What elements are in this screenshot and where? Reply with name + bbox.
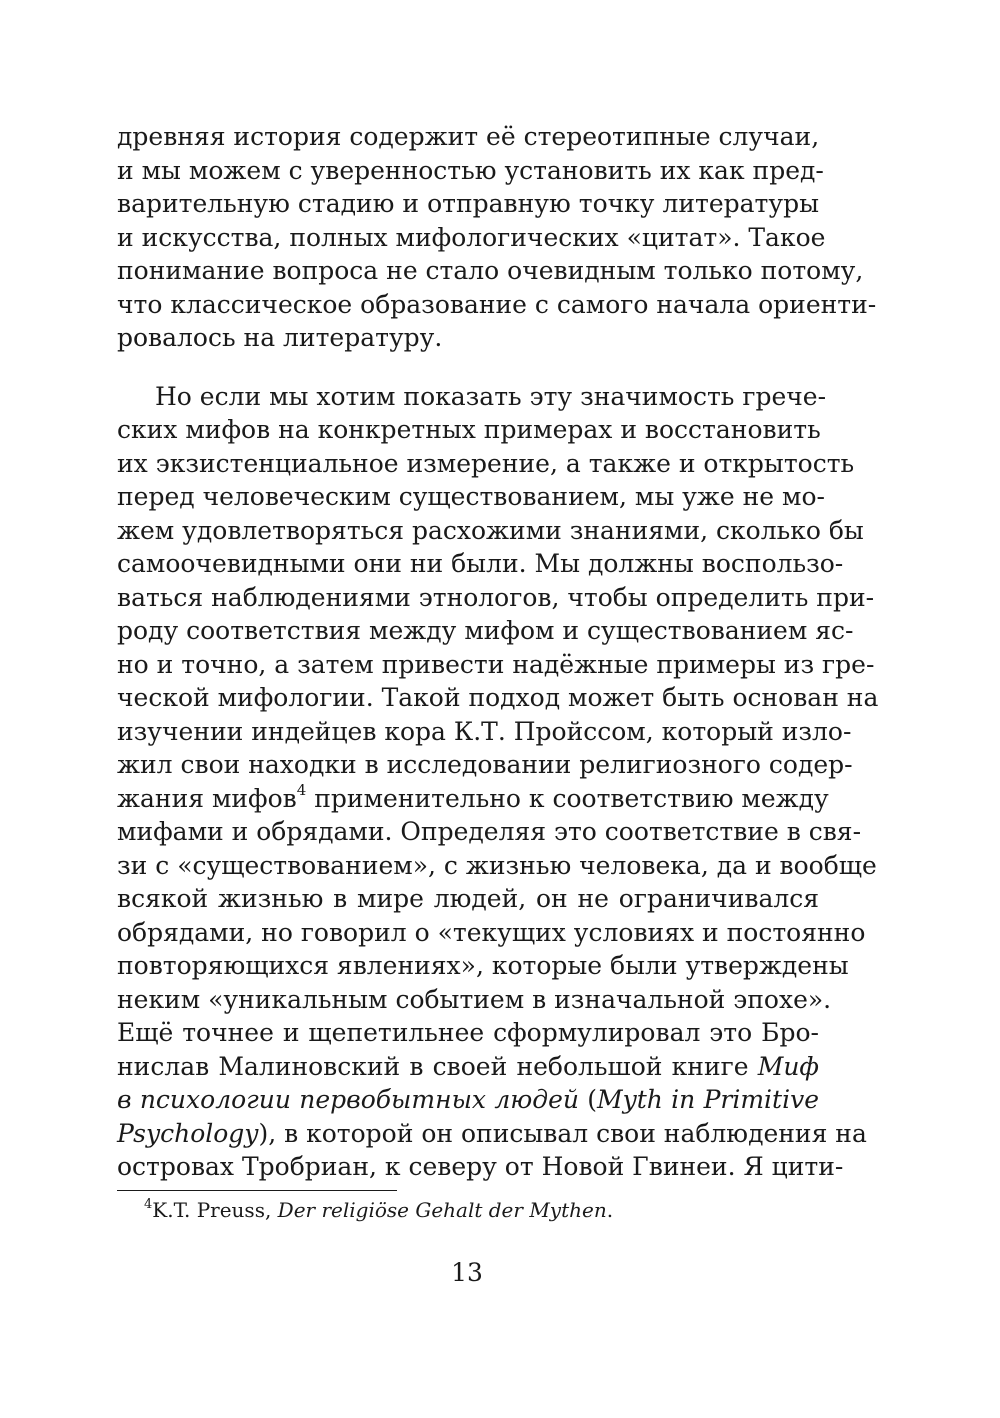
text-line: и мы можем с уверенностью установить их как пред- <box>117 155 824 185</box>
text-line: что классическое образование с самого начала ориенти- <box>117 289 877 319</box>
text-span: ), в которой он описывал свои наблюдения на <box>258 1118 867 1148</box>
text-line: изучении индейцев кора К.Т. Пройссом, который изло- <box>117 716 852 746</box>
paragraph-2 <box>117 380 879 1184</box>
footnote-title: Der religiöse Gehalt der Mythen <box>277 1198 607 1222</box>
text-line: понимание вопроса не стало очевидным только потому, <box>117 256 864 285</box>
text-line: неким «уникальным событием в изначальной эпохе». <box>117 984 832 1014</box>
text-line: зи с «существованием», с жизнью человека, да и вообще <box>117 850 877 880</box>
text-line: жил свои находки в исследовании религиозного содер- <box>117 750 853 779</box>
text-line: островах Тробриан, к северу от Новой Гвинеи. Я цити- <box>117 1152 844 1181</box>
text-line: повторяющихся явлениях», которые были утверждены <box>117 951 849 980</box>
text-line-with-footnote-ref <box>117 780 829 816</box>
text-line: мифами и обрядами. Определяя это соответствие в свя- <box>117 817 862 846</box>
book-title-italic: Миф <box>757 1051 819 1081</box>
footnote-divider <box>117 1190 397 1191</box>
body-text <box>117 120 879 1184</box>
book-title-english-italic: Myth in Primitive <box>597 1085 819 1114</box>
text-line: ческой мифологии. Такой подход может быть основан на <box>117 683 879 712</box>
text-line: варительную стадию и отправную точку литературы <box>117 189 819 218</box>
book-title-english-italic: Psychology <box>117 1118 259 1148</box>
footnote-end: . <box>606 1198 614 1222</box>
text-line: ских мифов на конкретных примерах и восстановить <box>117 415 821 444</box>
text-line: Но если мы хотим показать эту значимость грече- <box>155 381 827 411</box>
text-line <box>117 1050 819 1084</box>
footnote-reference[interactable]: 4 <box>296 780 307 799</box>
text-line: Ещё точнее и щепетильнее сформулировал это Бро- <box>117 1018 819 1047</box>
paragraph-1 <box>117 120 877 355</box>
text-line: ваться наблюдениями этнологов, чтобы определить при- <box>117 582 875 612</box>
footnote <box>144 1196 613 1224</box>
text-line: но и точно, а затем привести надёжные примеры из гре- <box>117 649 875 679</box>
text-line: самоочевидными они ни были. Мы должны воспользо- <box>117 549 844 578</box>
page-number: 13 <box>451 1258 483 1287</box>
text-span: нислав Малиновский в своей небольшой книге <box>117 1051 758 1081</box>
footnote-number: 4 <box>144 1197 153 1212</box>
text-line: и искусства, полных мифологических «цитат». Такое <box>117 222 826 252</box>
text-line: древняя история содержит её стереотипные случаи, <box>117 122 820 151</box>
text-span: применительно к соответствию между <box>306 783 829 813</box>
text-line: жем удовлетворяться расхожими знаниями, сколько бы <box>117 515 864 545</box>
text-line: роду соответствия между мифом и существованием яс- <box>117 616 854 645</box>
text-line: перед человеческим существованием, мы уже не мо- <box>117 482 825 511</box>
text-line: ровалось на литературу. <box>117 323 443 352</box>
text-span: ( <box>578 1085 598 1114</box>
text-line <box>117 1117 867 1151</box>
text-line: их экзистенциальное измерение, а также и открытость <box>117 448 855 478</box>
text-span: жания мифов <box>117 783 297 813</box>
text-line: обрядами, но говорил о «текущих условиях и постоянно <box>117 917 866 947</box>
text-line <box>117 1083 819 1117</box>
footnote-author: K.T. Preuss, <box>152 1198 278 1222</box>
text-line: всякой жизнью в мире людей, он не ограничивался <box>117 884 819 913</box>
book-title-italic: в психологии первобытных людей <box>117 1085 579 1114</box>
